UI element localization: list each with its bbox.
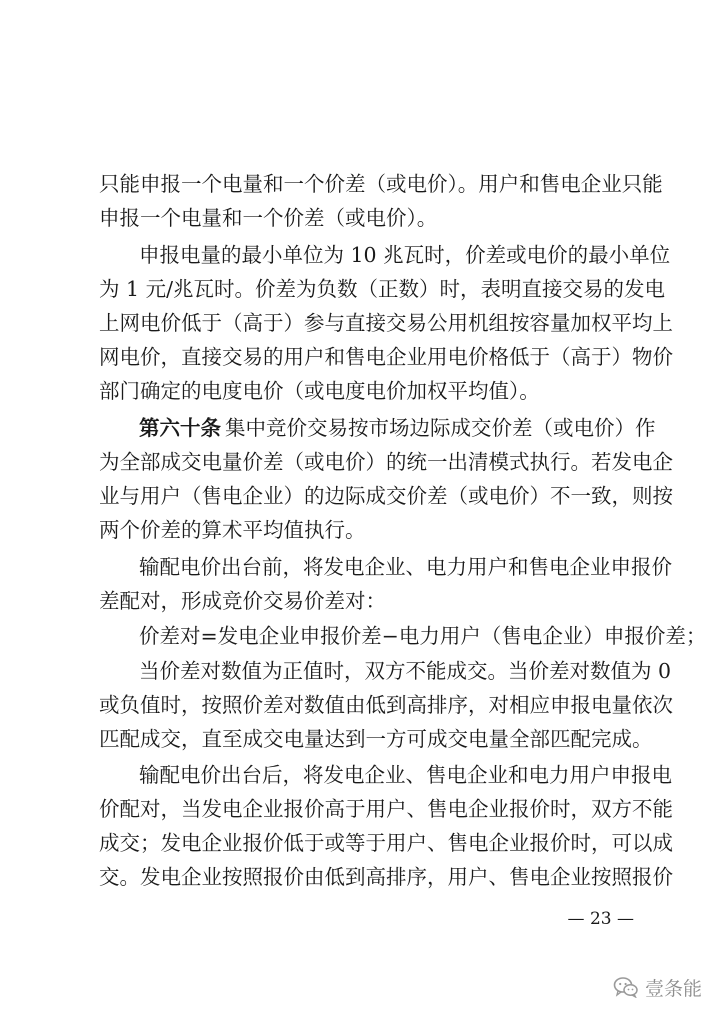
article-heading: 第六十条 — [139, 416, 221, 440]
text-line — [0, 513, 720, 547]
text-line — [0, 167, 720, 201]
text-line-content: 申报电量的最小单位为 10 兆瓦时，价差或电价的最小单位 — [139, 243, 671, 267]
text-line-content: 业与用户（售电企业）的边际成交价差（或电价）不一致，则按 — [99, 484, 673, 508]
text-line-content: 当价差对数值为正值时，双方不能成交。当价差对数值为 0 — [139, 659, 672, 683]
text-line-content: 交。发电企业按照报价由低到高排序，用户、售电企业按照报价 — [99, 865, 673, 889]
text-line — [0, 201, 720, 235]
wechat-icon — [613, 976, 639, 998]
text-line — [0, 688, 720, 722]
text-line — [0, 826, 720, 860]
text-line — [0, 584, 720, 618]
page-number: — 23 — — [567, 909, 634, 929]
text-line — [0, 411, 720, 445]
text-line — [0, 619, 720, 653]
text-line — [0, 306, 720, 340]
text-line — [0, 340, 720, 374]
text-line-content: 输配电价出台后，将发电企业、售电企业和电力用户申报电 — [139, 763, 672, 787]
text-line — [0, 792, 720, 826]
text-line — [0, 374, 720, 408]
text-line-content: 价差对=发电企业申报价差−电力用户（售电企业）申报价差； — [139, 624, 707, 648]
text-line-content: 价配对，当发电企业报价高于用户、售电企业报价时，双方不能 — [99, 797, 673, 821]
text-line — [0, 654, 720, 688]
watermark — [613, 972, 702, 1002]
watermark-text: 壹条能 — [644, 977, 702, 1000]
text-line-content: 输配电价出台前，将发电企业、电力用户和售电企业申报价 — [139, 555, 672, 579]
text-line-content: 上网电价低于（高于）参与直接交易公用机组按容量加权平均上 — [99, 311, 673, 335]
text-line-content: 成交；发电企业报价低于或等于用户、售电企业报价时，可以成 — [99, 831, 673, 855]
text-line-content: 部门确定的电度电价（或电度电价加权平均值）。 — [99, 379, 540, 403]
text-line-content: 为 1 元/兆瓦时。价差为负数（正数）时，表明直接交易的发电 — [99, 277, 665, 301]
text-line-content: 只能申报一个电量和一个价差（或电价）。用户和售电企业只能 — [99, 172, 663, 196]
text-line — [0, 860, 720, 894]
text-line — [0, 758, 720, 792]
text-line — [0, 722, 720, 756]
text-line — [0, 272, 720, 306]
text-line-content: 集中竞价交易按市场边际成交价差（或电价）作 — [225, 416, 656, 440]
text-line — [0, 445, 720, 479]
text-line-content: 两个价差的算术平均值执行。 — [99, 518, 366, 542]
text-line-content: 匹配成交，直至成交电量达到一方可成交电量全部匹配完成。 — [99, 727, 653, 751]
text-line-content: 或负值时，按照价差对数值由低到高排序，对相应申报电量依次 — [99, 693, 673, 717]
text-line — [0, 550, 720, 584]
text-line-content: 为全部成交电量价差（或电价）的统一出清模式执行。若发电企 — [99, 450, 673, 474]
text-line-content: 申报一个电量和一个价差（或电价）。 — [99, 206, 438, 230]
text-line-content: 网电价，直接交易的用户和售电企业用电价格低于（高于）物价 — [99, 345, 673, 369]
text-line-content: 差配对，形成竞价交易价差对： — [99, 589, 386, 613]
text-line — [0, 479, 720, 513]
text-line — [0, 238, 720, 272]
